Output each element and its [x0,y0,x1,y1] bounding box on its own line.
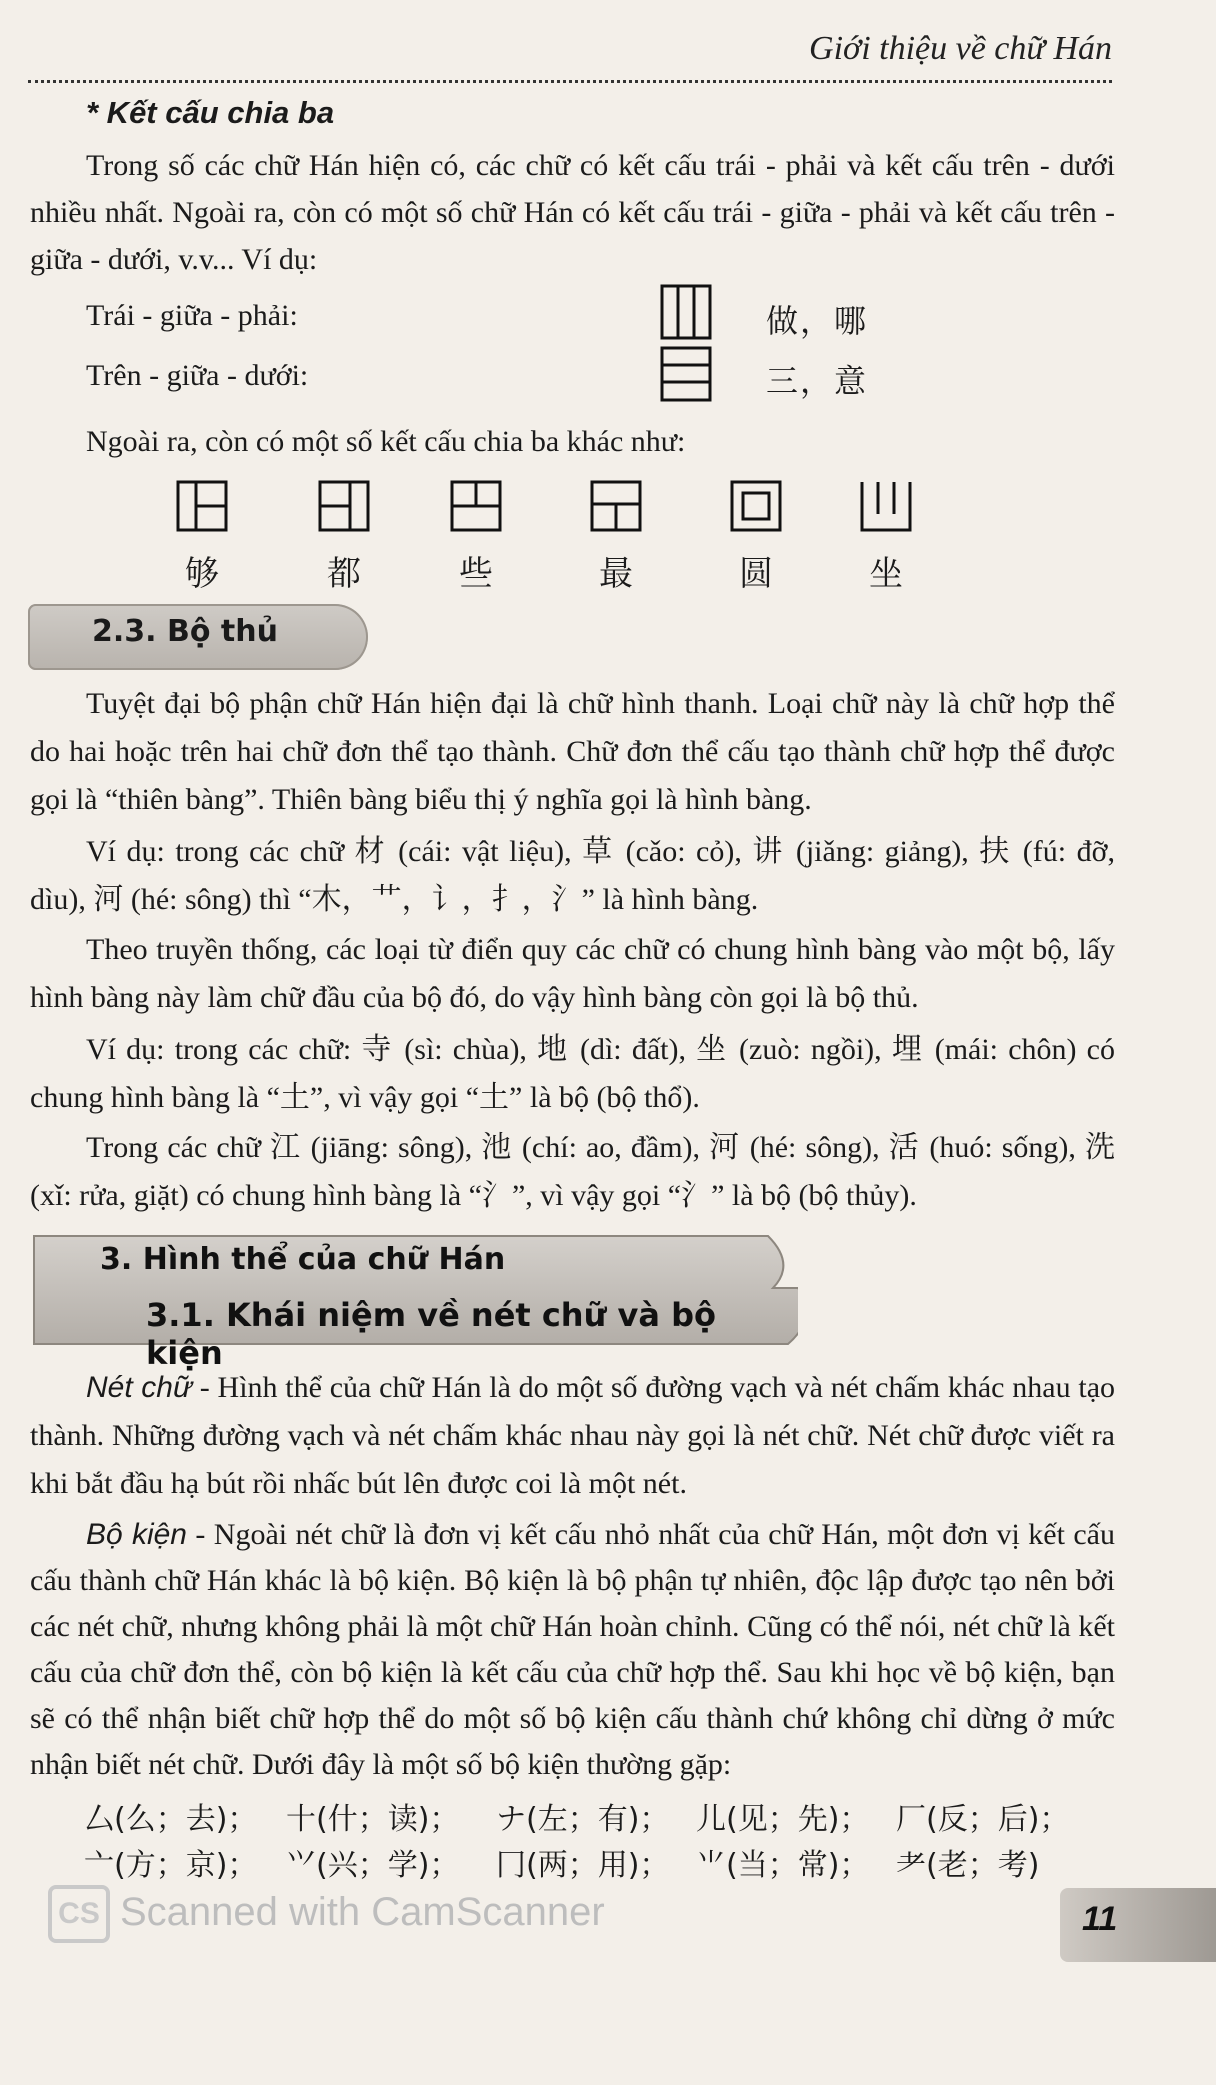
term-components: Bộ kiện [86,1518,187,1551]
section-banner-3 [28,1228,798,1372]
example-chars-top-mid-bottom: 三，意 [766,362,869,400]
radical-item: 十(什；读)； [286,1802,460,1837]
radical-item: ⺍(兴；学)； [286,1848,460,1883]
example-label-left-mid-right: Trái - giữa - phải: [86,299,298,332]
header-divider [28,80,1112,83]
structure-char-1: 够 [185,554,219,594]
structure-char-3: 些 [459,554,493,594]
running-header: Giới thiệu về chữ Hán [809,30,1112,67]
paragraph-triple-intro: Trong số các chữ Hán hiện có, các chữ có kết cấu trái - phải và kết cấu trên - dưới nhiều nhất. Ngoài ra, còn có một số chữ Hán có kết cấu trái - giữa - phải và kết cấu trên - giữa - dưới, v.v... Ví dụ: [30,149,1115,276]
scanner-watermark: Scanned with CamScanner [120,1890,605,1934]
page-number-tab [1060,1888,1216,1962]
paragraph-radicals-example-1: Ví dụ: trong các chữ 材 (cái: vật liệu), 草 (cǎo: cỏ), 讲 (jiǎng: giảng), 扶 (fú: đỡ, dìu), 河 (hé: sông) thì “木，艹，讠，扌，氵” là hình bàng. [30,835,1115,916]
structure-diagram-2 [318,480,370,532]
paragraph-other-structures: Ngoài ra, còn có một số kết cấu chia ba khác như: [86,425,686,458]
structure-diagram-4 [590,480,642,532]
top-middle-bottom-diagram [660,346,712,402]
radical-item: 冂(两；用)； [496,1848,670,1883]
paragraph-components [30,1512,1115,1788]
left-middle-right-diagram [660,284,712,340]
radical-item: 亠(方；京)； [84,1848,258,1883]
structure-char-5: 圆 [739,554,773,594]
example-chars-left-mid-right: 做，哪 [766,302,869,340]
section-title-3: 3. Hình thể của chữ Hán [100,1242,506,1277]
term-strokes: Nét chữ [86,1371,192,1404]
paragraph-strokes [30,1364,1115,1508]
radical-item: 耂(老；考) [896,1848,1040,1883]
section-subtitle-3-1: 3.1. Khái niệm về nét chữ và bộ kiện [146,1296,716,1372]
structure-char-4: 最 [599,554,633,594]
section-banner-2-3 [28,604,368,670]
structure-char-2: 都 [327,554,361,594]
radical-item: ナ(左；有)； [496,1802,670,1837]
structure-diagram-5 [730,480,782,532]
structure-diagram-6 [860,480,912,532]
radical-item: 厂(反；后)； [896,1802,1070,1837]
radical-item: ⺌(当；常)； [696,1848,870,1883]
subheading-triple-structure: * Kết cấu chia ba [86,95,335,130]
radical-item: 厶(么；去)； [84,1802,258,1837]
paragraph-strokes-text: - Hình thể của chữ Hán là do một số đường vạch và nét chấm khác nhau tạo thành. Những đường vạch và nét chấm khác nhau này gọi là nét chữ. Nét chữ được viết ra khi bắt đầu hạ bút rồi nhấc bút lên được coi là một nét. [30,1371,1116,1500]
paragraph-radicals-tradition: Theo truyền thống, các loại từ điển quy các chữ có chung hình bàng vào một bộ, lấy hình bàng này làm chữ đầu của bộ đó, do vậy hình bàng còn gọi là bộ thủ. [30,933,1115,1014]
page-number: 11 [1082,1900,1118,1938]
structure-diagram-3 [450,480,502,532]
paragraph-components-text: - Ngoài nét chữ là đơn vị kết cấu nhỏ nhất của chữ Hán, một đơn vị kết cấu cấu thành chữ Hán khác là bộ kiện. Bộ kiện là bộ phận tự nhiên, độc lập được tạo nên bởi các nét chữ, nhưng không phải là một chữ Hán hoàn chỉnh. Cũng có thể nói, nét chữ là kết cấu của chữ đơn thể, còn bộ kiện là kết cấu của chữ hợp thể. Sau khi học về bộ kiện, bạn sẽ có thể nhận biết chữ hợp thể do một số bộ kiện cấu thành chứ không chỉ dừng ở mức nhận biết nét chữ. Dưới đây là một số bộ kiện thường gặp: [30,1518,1115,1781]
paragraph-radicals-example-3: Trong các chữ 江 (jiāng: sông), 池 (chí: ao, đầm), 河 (hé: sông), 活 (huó: sống), 洗 (xǐ: rửa, giặt) có chung hình bàng là “氵”, vì vậy gọi “氵” là bộ (bộ thủy). [30,1131,1115,1212]
structure-char-6: 坐 [869,554,903,594]
section-title-2-3: 2.3. Bộ thủ [92,614,278,649]
radical-item: 儿(见；先)； [696,1802,870,1837]
paragraph-radicals-example-2: Ví dụ: trong các chữ: 寺 (sì: chùa), 地 (dì: đất), 坐 (zuò: ngồi), 埋 (mái: chôn) có chung hình bàng là “土”, vì vậy gọi “土” là bộ (bộ thổ). [30,1033,1115,1114]
paragraph-radicals-intro: Tuyệt đại bộ phận chữ Hán hiện đại là chữ hình thanh. Loại chữ này là chữ hợp thể do hai hoặc trên hai chữ đơn thể tạo thành. Chữ đơn thể cấu tạo thành chữ hợp thể được gọi là “thiên bàng”. Thiên bàng biểu thị ý nghĩa gọi là hình bàng. [30,687,1115,816]
camscanner-logo-icon: CS [48,1885,110,1943]
structure-diagram-1 [176,480,228,532]
example-label-top-mid-bottom: Trên - giữa - dưới: [86,359,309,392]
